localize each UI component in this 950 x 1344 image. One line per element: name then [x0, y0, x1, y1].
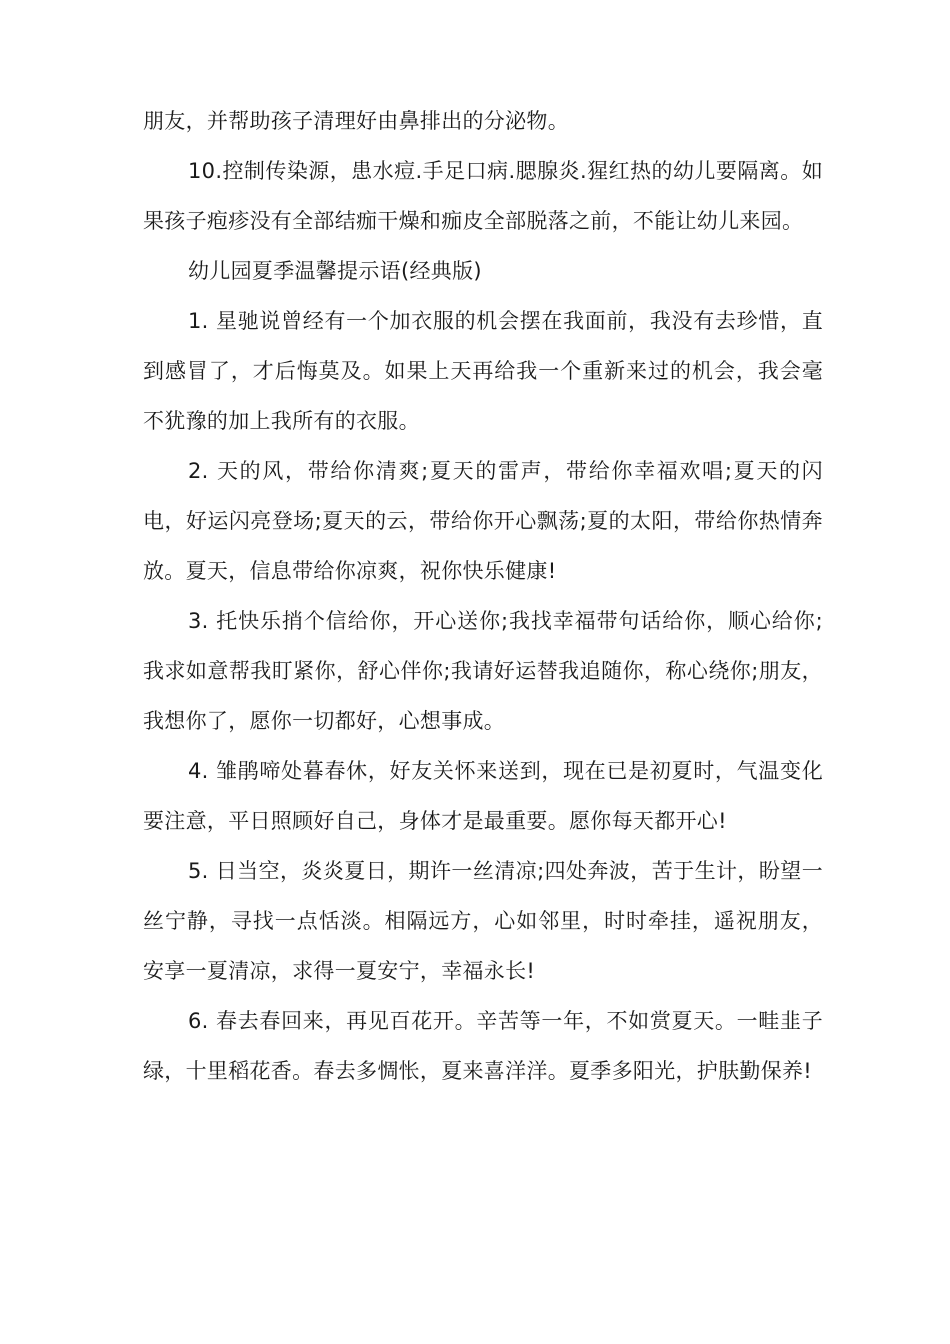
paragraph-continuation: 朋友，并帮助孩子清理好由鼻排出的分泌物。: [143, 109, 569, 133]
paragraph-item-4: 4. 雏鹃啼处暮春休，好友关怀来送到，现在已是初夏时，气温变化要注意，平日照顾好自己，身体才是最重要。愿你每天都开心!: [143, 759, 823, 833]
paragraph-item-2: 2. 天的风，带给你清爽;夏天的雷声，带给你幸福欢唱;夏天的闪电，好运闪亮登场;夏天的云，带给你开心飘荡;夏的太阳，带给你热情奔放。夏天，信息带给你凉爽，祝你快乐健康!: [143, 459, 823, 583]
paragraph-item-10: 10.控制传染源，患水痘.手足口病.腮腺炎.猩红热的幼儿要隔离。如果孩子疱疹没有全部结痂干燥和痂皮全部脱落之前，不能让幼儿来园。: [143, 159, 823, 233]
paragraph-item-6: 6. 春去春回来，再见百花开。辛苦等一年，不如赏夏天。一畦韭子绿，十里稻花香。春去多惆怅，夏来喜洋洋。夏季多阳光，护肤勤保养!: [143, 1009, 823, 1083]
paragraph-item-1: 1. 星驰说曾经有一个加衣服的机会摆在我面前，我没有去珍惜，直到感冒了，才后悔莫及。如果上天再给我一个重新来过的机会，我会毫不犹豫的加上我所有的衣服。: [143, 309, 823, 433]
document-body: [143, 96, 823, 1096]
paragraph-item-3: 3. 托快乐捎个信给你，开心送你;我找幸福带句话给你，顺心给你;我求如意帮我盯紧你，舒心伴你;我请好运替我追随你，称心绕你;朋友，我想你了，愿你一切都好，心想事成。: [143, 609, 823, 733]
section-heading: 幼儿园夏季温馨提示语(经典版): [188, 259, 482, 283]
paragraph-item-5: 5. 日当空，炎炎夏日，期许一丝清凉;四处奔波，苦于生计，盼望一丝宁静，寻找一点恬淡。相隔远方，心如邻里，时时牵挂，遥祝朋友，安享一夏清凉，求得一夏安宁，幸福永长!: [143, 859, 823, 983]
